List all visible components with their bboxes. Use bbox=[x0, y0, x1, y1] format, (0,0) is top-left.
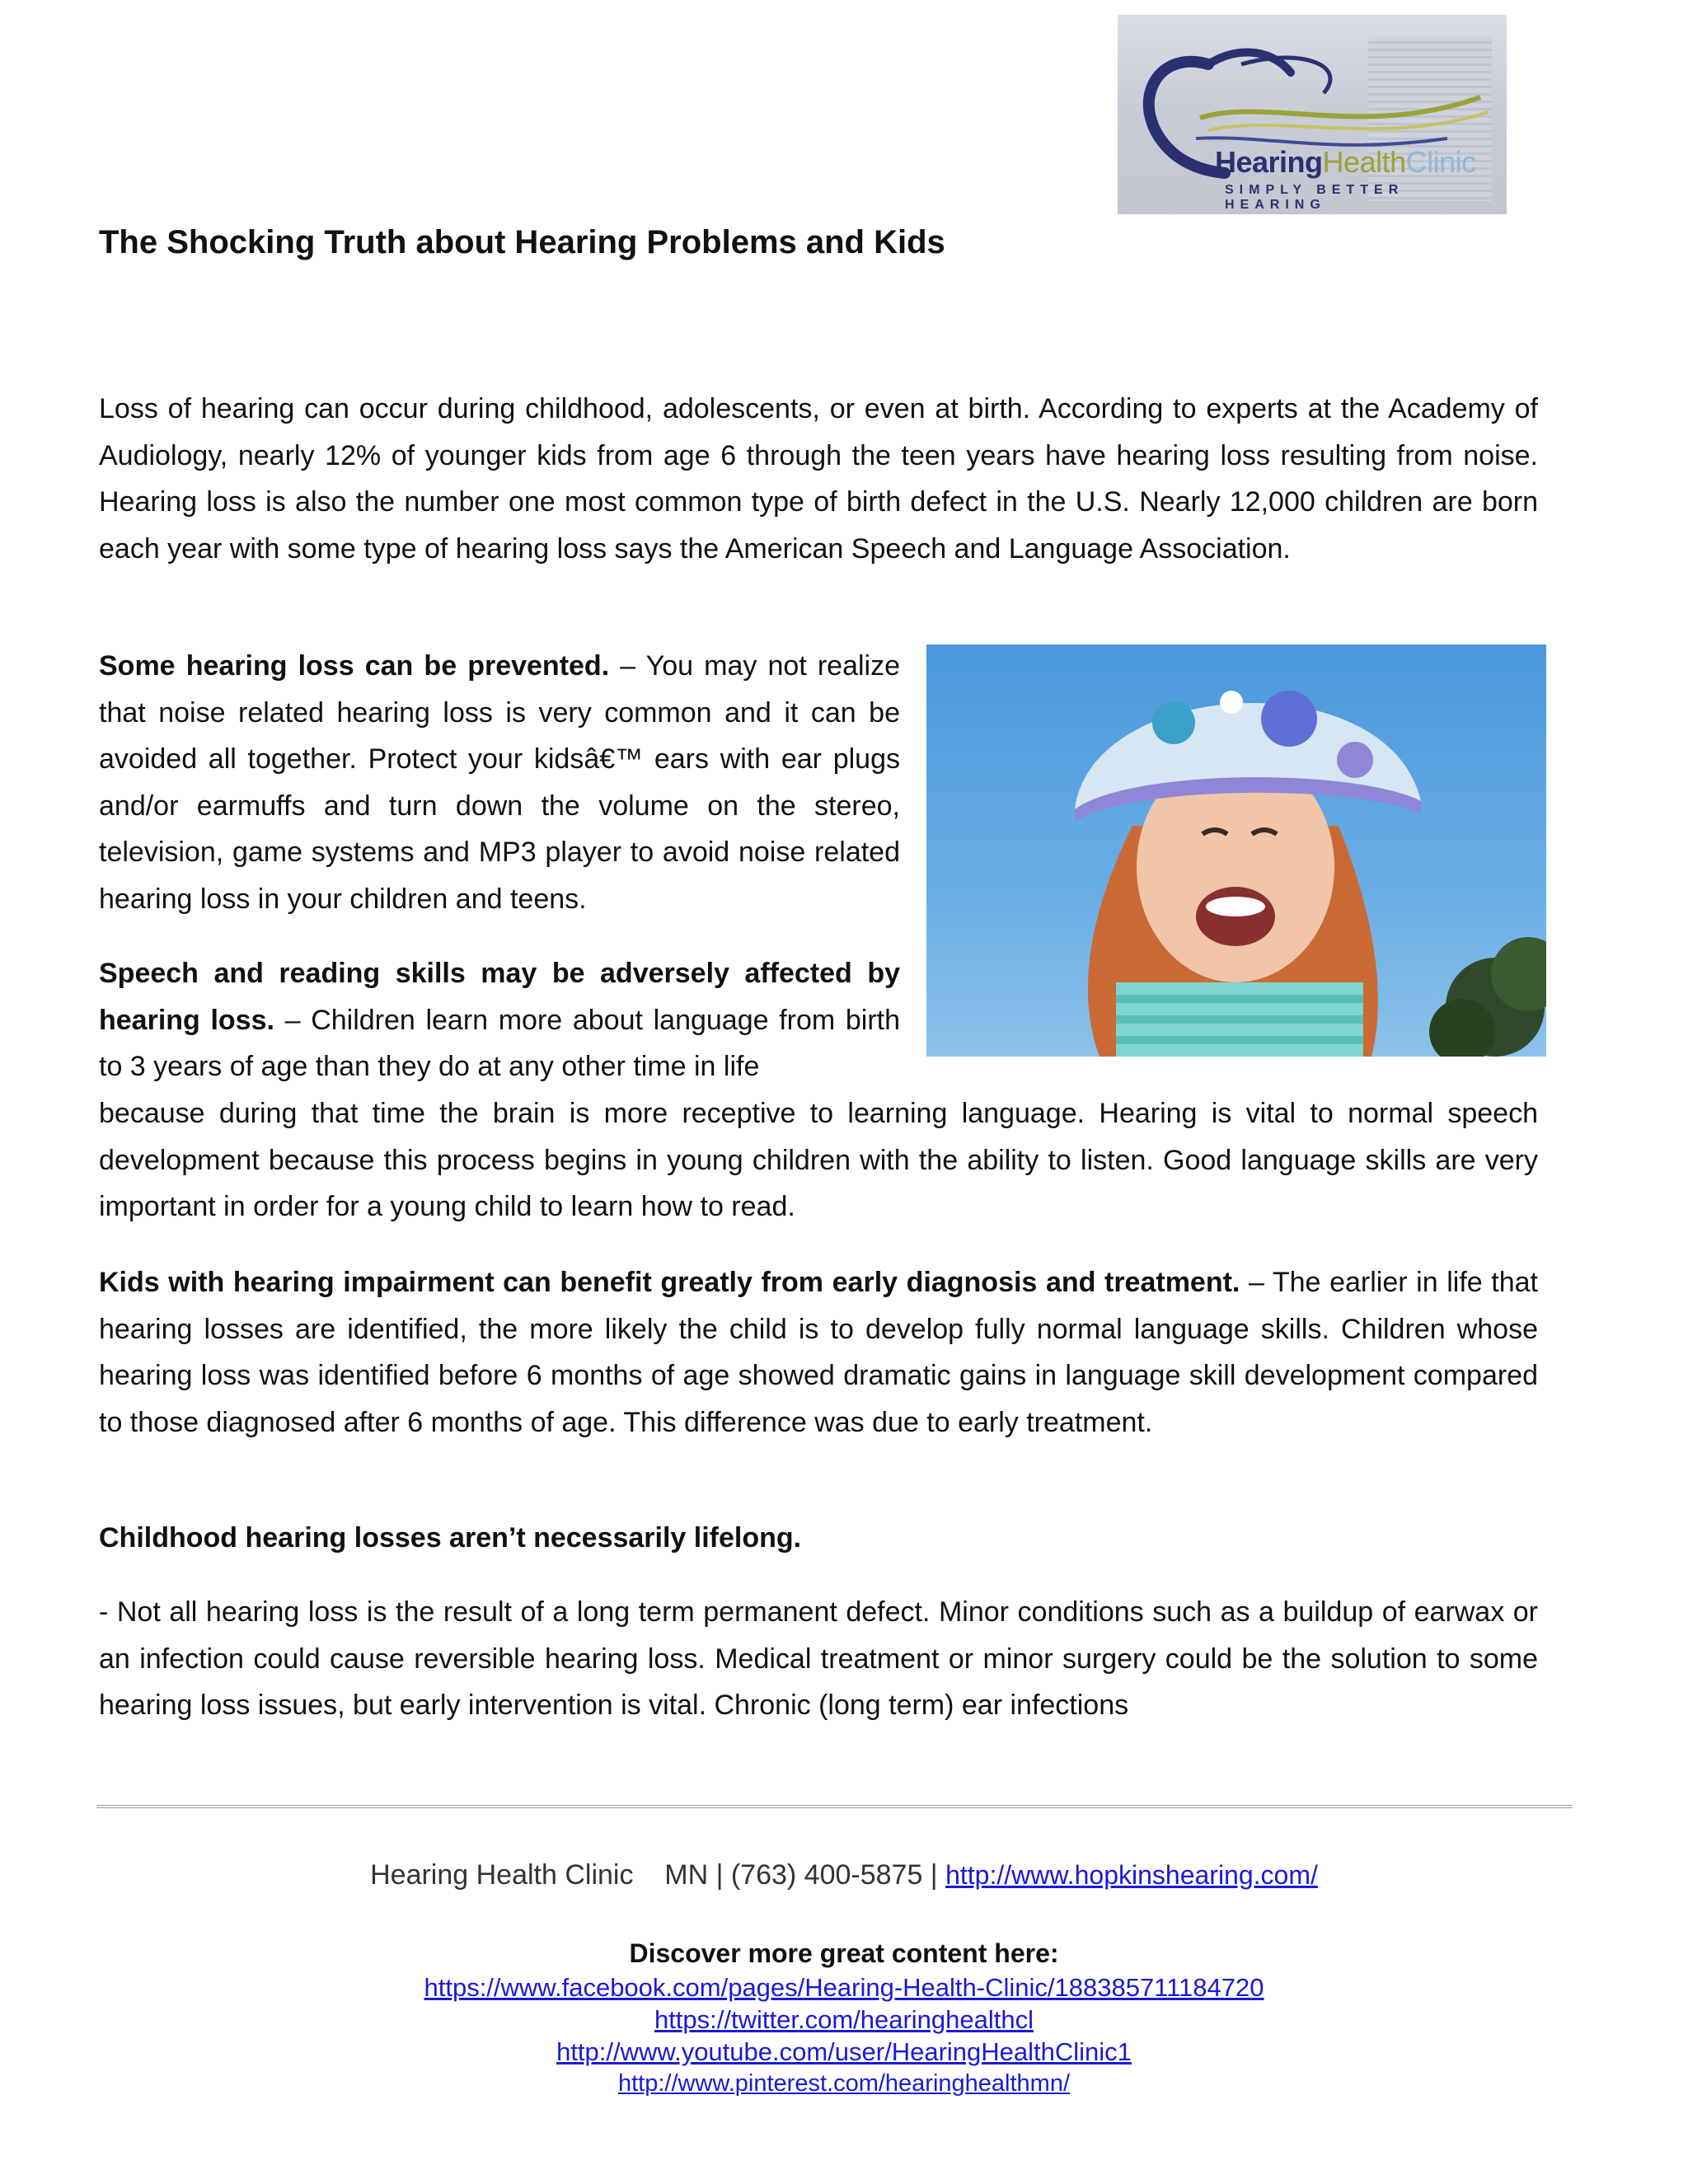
facebook-link[interactable]: https://www.facebook.com/pages/Hearing-Health-Clinic/188385711184720 bbox=[424, 1973, 1264, 2002]
speech-paragraph bbox=[99, 950, 900, 1090]
youtube-link[interactable]: http://www.youtube.com/user/HearingHealthClinic1 bbox=[556, 2037, 1132, 2066]
clinic-logo bbox=[1118, 15, 1507, 214]
logo-word-clinic: Clinic bbox=[1405, 145, 1476, 179]
footer-contact-line bbox=[0, 1859, 1688, 1891]
logo-tagline: SIMPLY BETTER HEARING bbox=[1225, 183, 1404, 212]
footer-divider bbox=[97, 1805, 1573, 1808]
intro-paragraph: Loss of hearing can occur during childhood, adolescents, or even at birth. According to experts at the Academy of Audiology, nearly 12% of younger kids from age 6 through the teen years have hearing loss resulting from noise. Hearing loss is also the number one most common type of birth defect in the U.S. Nearly 12,000 children are born each year with some type of hearing loss says the American Speech and Language Association. bbox=[99, 393, 1538, 565]
child-helmet-photo bbox=[926, 644, 1546, 1057]
lifelong-heading: Childhood hearing losses aren’t necessarily lifelong. bbox=[99, 1522, 802, 1554]
social-links bbox=[0, 1971, 1688, 2100]
logo-word-health: Health bbox=[1322, 145, 1406, 179]
contact-text: Hearing Health Clinic MN | (763) 400-5875 | bbox=[370, 1859, 946, 1891]
discover-heading: Discover more great content here: bbox=[629, 1938, 1059, 1968]
diagnosis-text: – The earlier in life that hearing losses are identified, the more likely the child is to develop fully normal language skills. Children whose hearing loss was identified before 6 months of age showed dramatic gains in language skill development compared to those diagnosed after 6 months of age. This difference was due to early treatment. bbox=[99, 1267, 1538, 1438]
twitter-link[interactable]: https://twitter.com/hearinghealthcl bbox=[654, 2005, 1034, 2034]
prevention-heading: Some hearing loss can be prevented. bbox=[99, 650, 610, 682]
diagnosis-paragraph bbox=[99, 1259, 1538, 1446]
prevention-paragraph bbox=[99, 643, 900, 922]
prevention-text: – You may not realize that noise related hearing loss is very common and it can be avoided all together. Protect your kidsâ€™ ears with ear plugs and/or earmuffs and turn down the volume on the stereo, television, game systems and MP3 player to avoid noise related hearing loss in your children and teens. bbox=[99, 650, 900, 915]
speech-text: – Children learn more about language from birth to 3 years of age than they do at any other time in life bbox=[99, 1004, 900, 1082]
pinterest-link[interactable]: http://www.pinterest.com/hearinghealthmn/ bbox=[617, 2070, 1071, 2097]
speech-paragraph-continued: because during that time the brain is more receptive to learning language. Hearing is vital to normal speech development because this process begins in young children with the ability to listen. Good language skills are very important in order for a young child to learn how to read. bbox=[99, 1098, 1538, 1222]
website-link[interactable]: http://www.hopkinshearing.com/ bbox=[945, 1860, 1318, 1890]
logo-wordmark bbox=[1215, 145, 1476, 180]
speech-heading: Speech and reading skills may be adversely affected by hearing loss. bbox=[99, 958, 900, 1036]
child-photo-illustration bbox=[926, 644, 1546, 1057]
logo-word-hearing: Hearing bbox=[1215, 145, 1323, 179]
lifelong-paragraph: - Not all hearing loss is the result of a long term permanent defect. Minor conditions such as a buildup of earwax or an infection could cause reversible hearing loss. Medical treatment or minor surgery could be the solution to some hearing loss issues, but early intervention is vital. Chronic (long term) ear infections bbox=[99, 1596, 1538, 1721]
lifelong-heading-paragraph bbox=[99, 1515, 1538, 1562]
diagnosis-heading: Kids with hearing impairment can benefit greatly from early diagnosis and treatment. bbox=[99, 1267, 1240, 1298]
page-title: The Shocking Truth about Hearing Problems and Kids bbox=[99, 224, 945, 260]
